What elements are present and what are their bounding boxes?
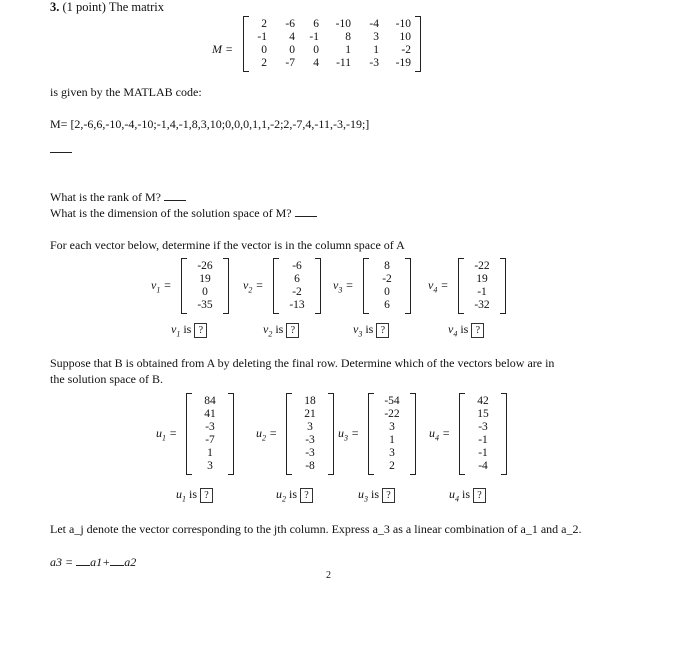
vector-entry: -1 (478, 434, 488, 446)
matrix-cell: 0 (261, 44, 267, 56)
v1-label: $v_1$ = (151, 278, 172, 295)
vector-entry: 0 (202, 286, 208, 298)
u3-answer-row: $u_3$ is ? (358, 487, 395, 503)
column-space-prompt: For each vector below, determine if the vector is in the column space of A (50, 238, 405, 252)
v1-answer-row: $v_1$ is ? (171, 322, 207, 338)
vector-entry: 15 (477, 408, 489, 420)
problem-number: 3. (50, 0, 60, 14)
page-number: 2 (326, 570, 331, 581)
vector-entry: 3 (207, 460, 213, 472)
vector-entry: -1 (477, 286, 487, 298)
v4-answer-row: $v_4$ is ? (448, 322, 484, 338)
vector-entry: -22 (474, 260, 490, 272)
matrix-cell: -1 (257, 31, 267, 43)
vector-entry: 1 (389, 434, 395, 446)
vector-entry: -2 (292, 286, 302, 298)
v3-label: $v_3$ = (333, 278, 354, 295)
vector-entry: 84 (204, 395, 216, 407)
problem-intro: The matrix (108, 0, 165, 14)
vector-entry: -4 (478, 460, 488, 472)
vector-entry: -7 (205, 434, 215, 446)
separator-line (50, 152, 72, 153)
matrix-column (253, 18, 267, 70)
matrix-column (325, 18, 351, 70)
matrix-cell: -10 (395, 18, 411, 30)
u3-answer-select[interactable]: ? (382, 488, 395, 503)
matrix-cell: 8 (345, 31, 351, 43)
rank-question: What is the rank of M? (50, 190, 186, 205)
vector-entry: -35 (197, 299, 213, 311)
u3-label: $u_3$ = (338, 426, 360, 443)
matrix-cell: -3 (369, 57, 379, 69)
v1-answer-select[interactable]: ? (194, 323, 207, 338)
v2-answer-select[interactable]: ? (286, 323, 299, 338)
vector-entry: 18 (304, 395, 316, 407)
vector-entry: -3 (305, 447, 315, 459)
coefficient-a1-input[interactable] (76, 556, 90, 566)
matrix-column (273, 18, 295, 70)
v2-label: $v_2$ = (243, 278, 264, 295)
vector-entry: -3 (478, 421, 488, 433)
vector-entry: -2 (382, 273, 392, 285)
vector-entry: 3 (307, 421, 313, 433)
dimension-answer-input[interactable] (295, 207, 317, 217)
matrix-cell: 1 (373, 44, 379, 56)
vector-entry: 0 (384, 286, 390, 298)
matlab-code: M= [2,-6,6,-10,-4,-10;-1,4,-1,8,3,10;0,0,0,1,1,-2;2,-7,4,-11,-3,-19;] (50, 117, 370, 131)
rank-answer-input[interactable] (164, 191, 186, 201)
matrix-column (357, 18, 379, 70)
vector-u4 (459, 393, 507, 475)
vector-entry: 2 (389, 460, 395, 472)
vector-u2 (286, 393, 334, 475)
matrix-cell: 4 (289, 31, 295, 43)
problem-header (50, 0, 164, 15)
vector-v1 (181, 258, 229, 314)
vector-u3 (368, 393, 416, 475)
vector-entry: 42 (477, 395, 489, 407)
vector-entry: -54 (384, 395, 400, 407)
matrix-cell: 2 (261, 18, 267, 30)
vector-u1 (186, 393, 234, 475)
vector-entry: 6 (294, 273, 300, 285)
matrix-cell: -6 (285, 18, 295, 30)
vector-entry: -8 (305, 460, 315, 472)
vector-entry: 21 (304, 408, 316, 420)
v3-answer-select[interactable]: ? (376, 323, 389, 338)
matrix-cell: 1 (345, 44, 351, 56)
matrix-cell: 4 (313, 57, 319, 69)
u2-label: $u_2$ = (256, 426, 278, 443)
vector-entry: -22 (384, 408, 400, 420)
vector-entry: 3 (389, 421, 395, 433)
vector-entry: -13 (289, 299, 305, 311)
v4-label: $v_4$ = (428, 278, 449, 295)
vector-v2 (273, 258, 321, 314)
matrix-cell: -1 (309, 31, 319, 43)
matrix-m (243, 16, 421, 72)
matrix-cell: 6 (313, 18, 319, 30)
v2-answer-row: $v_2$ is ? (263, 322, 299, 338)
u1-answer-row: $u_1$ is ? (176, 487, 213, 503)
coefficient-a2-input[interactable] (110, 556, 124, 566)
v4-answer-select[interactable]: ? (471, 323, 484, 338)
vector-entry: 19 (476, 273, 488, 285)
matrix-cell: 3 (373, 31, 379, 43)
vector-entry: 3 (389, 447, 395, 459)
u1-label: $u_1$ = (156, 426, 178, 443)
vector-entry: -3 (305, 434, 315, 446)
u4-answer-select[interactable]: ? (473, 488, 486, 503)
v3-answer-row: $v_3$ is ? (353, 322, 389, 338)
matrix-cell: -10 (335, 18, 351, 30)
u2-answer-row: $u_2$ is ? (276, 487, 313, 503)
matrix-cell: -7 (285, 57, 295, 69)
matrix-column (301, 18, 319, 70)
vector-entry: -6 (292, 260, 302, 272)
matrix-cell: -11 (336, 57, 351, 69)
u2-answer-select[interactable]: ? (300, 488, 313, 503)
matrix-cell: 0 (313, 44, 319, 56)
vector-entry: 6 (384, 299, 390, 311)
vector-entry: -3 (205, 421, 215, 433)
linear-combination-prompt: Let a_j denote the vector corresponding to the jth column. Express a_3 as a linear combination of a_1 and a_2. (50, 522, 582, 536)
solution-space-prompt-2: the solution space of B. (50, 372, 163, 386)
dimension-question: What is the dimension of the solution space of M? (50, 206, 317, 221)
vector-entry: -1 (478, 447, 488, 459)
vector-entry: -32 (474, 299, 490, 311)
matrix-column (385, 18, 411, 70)
vector-v4 (458, 258, 506, 314)
vector-entry: 1 (207, 447, 213, 459)
problem-points: (1 point) (62, 0, 106, 14)
u4-answer-row: $u_4$ is ? (449, 487, 486, 503)
vector-entry: 8 (384, 260, 390, 272)
u1-answer-select[interactable]: ? (200, 488, 213, 503)
vector-v3 (363, 258, 411, 314)
vector-entry: 41 (204, 408, 216, 420)
matrix-cell: -2 (401, 44, 411, 56)
matrix-cell: 2 (261, 57, 267, 69)
matrix-label: M = (212, 42, 234, 56)
given-by-text: is given by the MATLAB code: (50, 85, 202, 99)
matrix-cell: -19 (395, 57, 411, 69)
linear-combination-answer: a3 = a1+ a2 (50, 555, 137, 569)
matrix-cell: 0 (289, 44, 295, 56)
vector-entry: 19 (199, 273, 211, 285)
u4-label: $u_4$ = (429, 426, 451, 443)
vector-entry: -26 (197, 260, 213, 272)
matrix-cell: 10 (399, 31, 411, 43)
solution-space-prompt-1: Suppose that B is obtained from A by deleting the final row. Determine which of the vectors below are in (50, 356, 555, 370)
matrix-cell: -4 (369, 18, 379, 30)
